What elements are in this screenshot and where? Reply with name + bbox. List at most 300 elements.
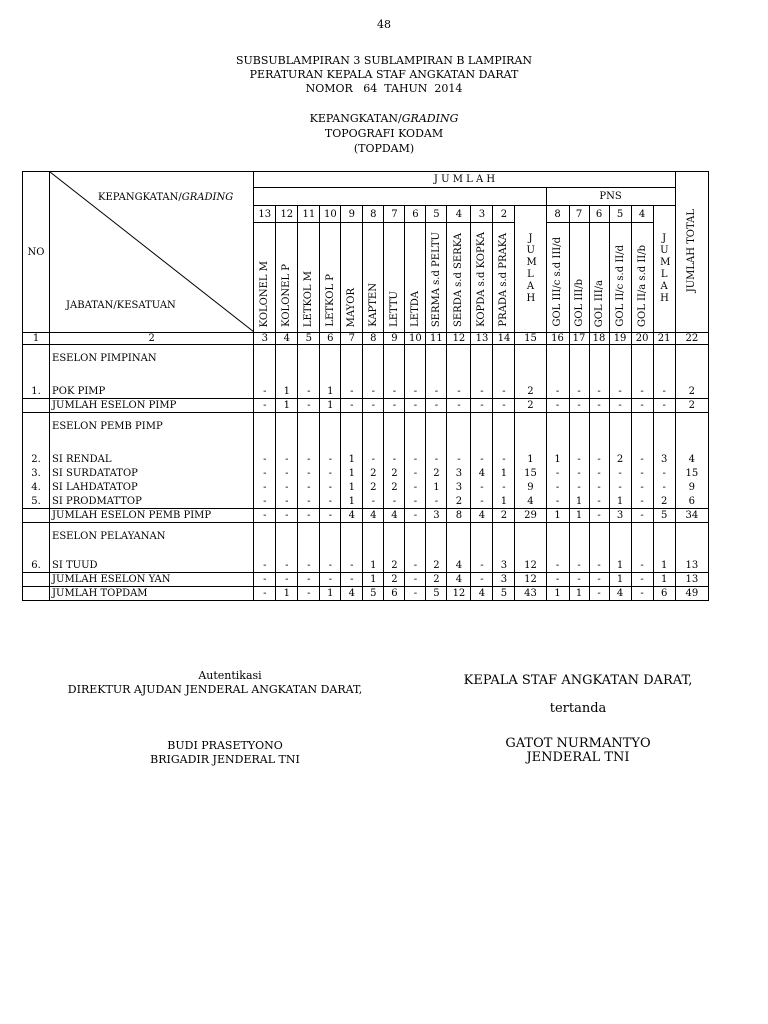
value-cell: 1 (276, 399, 298, 413)
row-label-cell: SI LAHDATATOP (50, 481, 254, 495)
value-cell: - (546, 495, 569, 509)
value-cell: - (426, 385, 447, 399)
grading-table (22, 171, 709, 601)
data-row (23, 467, 709, 481)
value-cell: - (631, 467, 653, 481)
value-cell: - (471, 495, 493, 509)
rank-label: KAPTEN (367, 283, 379, 327)
value-cell: - (405, 453, 426, 467)
rank-header-cell (384, 223, 405, 333)
diagonal-header-cell (50, 172, 254, 333)
title-grading: GRADING (401, 112, 459, 125)
value-cell: 1 (363, 573, 384, 587)
rank-label: SERDA s.d SERKA (453, 233, 465, 327)
empty-cell (589, 345, 609, 385)
header-line-2: PERATURAN KEPALA STAF ANGKATAN DARAT (249, 68, 519, 81)
rank-header-cell (447, 223, 471, 333)
value-cell: 1 (653, 559, 675, 573)
value-cell: 5 (493, 587, 515, 601)
empty-cell (569, 345, 589, 385)
data-row (23, 453, 709, 467)
value-cell: - (276, 467, 298, 481)
value-cell: 2 (363, 467, 384, 481)
signatory-rank: JENDERAL TNI (526, 750, 630, 765)
row-label-cell: SI TUUD (50, 559, 254, 573)
rank-header-cell (254, 223, 276, 333)
rank-label: LETKOL M (303, 270, 315, 327)
jumlah-header: J U M L A H (254, 172, 675, 188)
value-cell: - (254, 467, 276, 481)
row-number-cell (23, 573, 50, 587)
tni-blank-header (254, 188, 546, 206)
value-cell: - (493, 399, 515, 413)
section-title-cell: ESELON PIMPINAN (50, 345, 254, 385)
value-cell: - (569, 467, 589, 481)
grade-number-cell: 5 (426, 206, 447, 223)
value-cell: - (254, 495, 276, 509)
value-cell: - (631, 495, 653, 509)
value-cell: - (298, 481, 320, 495)
empty-cell (589, 523, 609, 559)
auth-rank: BRIGADIR JENDERAL TNI (150, 753, 300, 766)
jumlah-tni-label: J U M L A H (526, 233, 537, 304)
value-cell: - (341, 399, 363, 413)
value-cell: - (653, 481, 675, 495)
row-label-cell: JUMLAH ESELON YAN (50, 573, 254, 587)
rank-header-cell (363, 223, 384, 333)
value-cell: - (631, 481, 653, 495)
grade-number-cell: 4 (447, 206, 471, 223)
value-cell: - (363, 385, 384, 399)
empty-cell (384, 413, 405, 453)
pns-rank-label: GOL III/b (573, 279, 585, 327)
empty-cell (515, 413, 546, 453)
value-cell: 3 (447, 481, 471, 495)
value-cell: - (276, 559, 298, 573)
value-cell: - (609, 385, 631, 399)
column-number-cell: 3 (254, 333, 276, 345)
column-number-cell: 8 (363, 333, 384, 345)
row-label-cell: SI RENDAL (50, 453, 254, 467)
title-line-3: (TOPDAM) (353, 142, 415, 155)
value-cell: 2 (426, 573, 447, 587)
value-cell: - (569, 559, 589, 573)
empty-cell (675, 523, 708, 559)
column-number-cell: 6 (320, 333, 341, 345)
pns-rank-header-cell (546, 223, 569, 333)
pns-rank-header-cell (569, 223, 589, 333)
value-cell: 6 (675, 495, 708, 509)
row-number-cell: 2. (23, 453, 50, 467)
value-cell: 29 (515, 509, 546, 523)
value-cell: - (589, 453, 609, 467)
value-cell: - (254, 509, 276, 523)
row-label-cell: POK PIMP (50, 385, 254, 399)
column-number-cell: 22 (675, 333, 708, 345)
value-cell: - (320, 559, 341, 573)
header-line-3: NOMOR 64 TAHUN 2014 (305, 82, 463, 95)
column-number-cell: 19 (609, 333, 631, 345)
title-kepangkatan: KEPANGKATAN/ (309, 112, 402, 125)
empty-cell (298, 413, 320, 453)
value-cell: - (426, 453, 447, 467)
grade-number-cell: 13 (254, 206, 276, 223)
value-cell: 3 (609, 509, 631, 523)
value-cell: 1 (569, 509, 589, 523)
row-number-cell (23, 413, 50, 453)
value-cell: 4 (515, 495, 546, 509)
value-cell: - (653, 467, 675, 481)
value-cell: 4 (341, 587, 363, 601)
value-cell: - (298, 587, 320, 601)
empty-cell (447, 413, 471, 453)
value-cell: - (546, 573, 569, 587)
rank-label: LETTU (388, 291, 400, 327)
row-number-cell (23, 509, 50, 523)
value-cell: 1 (276, 587, 298, 601)
empty-cell (298, 345, 320, 385)
value-cell: 4 (609, 587, 631, 601)
value-cell: - (298, 509, 320, 523)
value-cell: - (254, 559, 276, 573)
value-cell: 43 (515, 587, 546, 601)
value-cell: - (320, 467, 341, 481)
value-cell: - (363, 495, 384, 509)
value-cell: - (569, 453, 589, 467)
value-cell: - (631, 399, 653, 413)
value-cell: 2 (384, 559, 405, 573)
value-cell: 6 (384, 587, 405, 601)
value-cell: - (276, 481, 298, 495)
empty-cell (384, 345, 405, 385)
column-number-cell: 11 (426, 333, 447, 345)
rank-label: PRADA s.d PRAKA (498, 233, 510, 327)
section-header-row (23, 413, 709, 453)
value-cell: - (471, 453, 493, 467)
empty-cell (546, 413, 569, 453)
rank-header-cell (298, 223, 320, 333)
value-cell: - (546, 481, 569, 495)
empty-cell (341, 345, 363, 385)
value-cell: - (384, 385, 405, 399)
value-cell: - (631, 573, 653, 587)
value-cell: - (631, 559, 653, 573)
value-cell: 1 (341, 495, 363, 509)
value-cell: - (384, 399, 405, 413)
jumlah-total-label: JUMLAH TOTAL (686, 208, 698, 293)
value-cell: - (320, 453, 341, 467)
value-cell: - (631, 587, 653, 601)
empty-cell (426, 345, 447, 385)
value-cell: 34 (675, 509, 708, 523)
empty-cell (609, 345, 631, 385)
value-cell: - (254, 573, 276, 587)
grade-number-cell: 9 (341, 206, 363, 223)
value-cell: 4 (471, 587, 493, 601)
rank-label: LETKOL P (324, 274, 336, 327)
value-cell: 1 (546, 509, 569, 523)
empty-cell (471, 523, 493, 559)
empty-cell (471, 413, 493, 453)
column-number-cell: 1 (23, 333, 50, 345)
pns-rank-label: GOL II/a s.d II/b (636, 245, 648, 327)
value-cell: 1 (341, 481, 363, 495)
value-cell: - (589, 481, 609, 495)
rank-header-cell (341, 223, 363, 333)
value-cell: 3 (493, 559, 515, 573)
value-cell: - (276, 573, 298, 587)
value-cell: 1 (569, 587, 589, 601)
empty-cell (493, 413, 515, 453)
value-cell: - (589, 467, 609, 481)
value-cell: 4 (447, 559, 471, 573)
value-cell: 5 (363, 587, 384, 601)
value-cell: 5 (653, 509, 675, 523)
value-cell: 2 (426, 559, 447, 573)
row-number-cell: 6. (23, 559, 50, 573)
value-cell: 49 (675, 587, 708, 601)
value-cell: 1 (341, 453, 363, 467)
value-cell: 5 (426, 587, 447, 601)
value-cell: - (609, 467, 631, 481)
column-number-cell: 7 (341, 333, 363, 345)
grand-total-row (23, 587, 709, 601)
pns-number-cell: 7 (569, 206, 589, 223)
empty-cell (341, 413, 363, 453)
value-cell: - (493, 385, 515, 399)
value-cell: - (609, 481, 631, 495)
pns-rank-label: GOL III/c s.d III/d (552, 237, 563, 327)
value-cell: 1 (546, 587, 569, 601)
empty-cell (675, 413, 708, 453)
empty-cell (320, 413, 341, 453)
value-cell: - (471, 399, 493, 413)
rank-label: KOLONEL P (281, 264, 293, 327)
value-cell: 12 (515, 573, 546, 587)
value-cell: 2 (675, 399, 708, 413)
data-row (23, 385, 709, 399)
rank-label: KOPDA s.d KOPKA (476, 232, 488, 327)
rank-label: KOLONEL M (259, 260, 271, 327)
subtotal-row (23, 399, 709, 413)
empty-cell (609, 523, 631, 559)
data-row (23, 495, 709, 509)
jumlah-pns-label: J U M L A H (660, 233, 671, 304)
value-cell: - (405, 467, 426, 481)
value-cell: 2 (447, 495, 471, 509)
value-cell: - (569, 399, 589, 413)
value-cell: 2 (653, 495, 675, 509)
value-cell: - (589, 587, 609, 601)
value-cell: - (320, 573, 341, 587)
value-cell: 3 (653, 453, 675, 467)
value-cell: - (384, 495, 405, 509)
value-cell: 9 (675, 481, 708, 495)
empty-cell (276, 413, 298, 453)
signatory-status: tertanda (549, 701, 607, 716)
value-cell: 1 (320, 385, 341, 399)
value-cell: 2 (515, 399, 546, 413)
title-line-2: TOPOGRAFI KODAM (324, 127, 444, 140)
row-label-cell: JUMLAH ESELON PIMP (50, 399, 254, 413)
grade-number-cell: 12 (276, 206, 298, 223)
value-cell: - (405, 495, 426, 509)
value-cell: - (471, 481, 493, 495)
value-cell: - (320, 495, 341, 509)
value-cell: 4 (675, 453, 708, 467)
value-cell: 1 (609, 495, 631, 509)
row-number-cell: 1. (23, 385, 50, 399)
value-cell: - (298, 559, 320, 573)
value-cell: 2 (426, 467, 447, 481)
empty-cell (447, 523, 471, 559)
value-cell: 12 (515, 559, 546, 573)
row-label-cell: JUMLAH TOPDAM (50, 587, 254, 601)
value-cell: - (298, 467, 320, 481)
value-cell: 12 (447, 587, 471, 601)
value-cell: - (631, 453, 653, 467)
value-cell: - (426, 495, 447, 509)
value-cell: - (405, 509, 426, 523)
empty-cell (254, 523, 276, 559)
value-cell: - (341, 573, 363, 587)
row-number-cell (23, 587, 50, 601)
subtotal-row (23, 573, 709, 587)
value-cell: 4 (447, 573, 471, 587)
pns-rank-header-cell (609, 223, 631, 333)
value-cell: - (569, 573, 589, 587)
value-cell: 4 (363, 509, 384, 523)
value-cell: 2 (384, 573, 405, 587)
column-number-cell: 14 (493, 333, 515, 345)
value-cell: - (254, 481, 276, 495)
value-cell: - (276, 495, 298, 509)
pns-number-cell: 5 (609, 206, 631, 223)
value-cell: - (254, 453, 276, 467)
value-cell: 1 (515, 453, 546, 467)
value-cell: - (546, 399, 569, 413)
value-cell: - (298, 573, 320, 587)
value-cell: 1 (609, 573, 631, 587)
row-number-cell: 4. (23, 481, 50, 495)
value-cell: 1 (363, 559, 384, 573)
value-cell: - (298, 399, 320, 413)
column-number-cell: 12 (447, 333, 471, 345)
column-number-cell: 5 (298, 333, 320, 345)
value-cell: 3 (493, 573, 515, 587)
column-number-cell: 15 (515, 333, 546, 345)
empty-cell (405, 413, 426, 453)
empty-cell (631, 345, 653, 385)
signatory-title: KEPALA STAF ANGKATAN DARAT, (463, 673, 693, 688)
rank-label: LETDA (409, 291, 421, 327)
value-cell: - (653, 399, 675, 413)
value-cell: - (471, 573, 493, 587)
value-cell: - (426, 399, 447, 413)
kepangkatan-grading-label (98, 192, 233, 203)
value-cell: - (471, 559, 493, 573)
row-number-cell: 3. (23, 467, 50, 481)
column-number-cell: 4 (276, 333, 298, 345)
value-cell: 4 (384, 509, 405, 523)
grade-number-cell: 10 (320, 206, 341, 223)
value-cell: - (493, 481, 515, 495)
page-number: 48 (377, 18, 391, 31)
value-cell: - (405, 559, 426, 573)
empty-cell (653, 345, 675, 385)
empty-cell (653, 523, 675, 559)
empty-cell (426, 413, 447, 453)
value-cell: 1 (320, 587, 341, 601)
empty-cell (447, 345, 471, 385)
row-label-cell: JUMLAH ESELON PEMB PIMP (50, 509, 254, 523)
value-cell: 3 (426, 509, 447, 523)
rank-label: MAYOR (346, 287, 358, 327)
value-cell: - (631, 385, 653, 399)
value-cell: - (254, 399, 276, 413)
jabatan-header: JABATAN/KESATUAN (66, 300, 176, 311)
empty-cell (493, 345, 515, 385)
data-row (23, 559, 709, 573)
empty-cell (384, 523, 405, 559)
value-cell: - (405, 399, 426, 413)
value-cell: - (276, 509, 298, 523)
value-cell: - (653, 385, 675, 399)
value-cell: - (298, 385, 320, 399)
no-header: NO (23, 172, 50, 333)
value-cell: 6 (653, 587, 675, 601)
auth-label: Autentikasi (198, 669, 262, 682)
column-number-row (23, 333, 709, 345)
title-line-1 (0, 111, 768, 126)
value-cell: 1 (341, 467, 363, 481)
empty-cell (320, 345, 341, 385)
grade-number-cell: 8 (363, 206, 384, 223)
rank-header-cell (493, 223, 515, 333)
column-number-cell: 9 (384, 333, 405, 345)
empty-cell (254, 345, 276, 385)
empty-cell (363, 413, 384, 453)
value-cell: - (405, 385, 426, 399)
empty-cell (569, 523, 589, 559)
empty-cell (631, 523, 653, 559)
empty-cell (493, 523, 515, 559)
value-cell: - (447, 385, 471, 399)
value-cell: - (493, 453, 515, 467)
grade-number-cell: 3 (471, 206, 493, 223)
value-cell: 1 (276, 385, 298, 399)
pns-number-cell: 4 (631, 206, 653, 223)
empty-cell (405, 523, 426, 559)
row-number-cell (23, 523, 50, 559)
column-number-cell: 21 (653, 333, 675, 345)
grade-number-cell: 2 (493, 206, 515, 223)
value-cell: - (447, 453, 471, 467)
pns-number-cell: 8 (546, 206, 569, 223)
empty-cell (426, 523, 447, 559)
value-cell: - (363, 399, 384, 413)
empty-cell (276, 523, 298, 559)
value-cell: 1 (546, 453, 569, 467)
column-number-cell: 18 (589, 333, 609, 345)
row-label-cell: SI PRODMATTOP (50, 495, 254, 509)
grading-label: GRADING (181, 192, 234, 203)
value-cell: 4 (341, 509, 363, 523)
auth-name: BUDI PRASETYONO (167, 739, 283, 752)
row-number-cell (23, 399, 50, 413)
value-cell: - (405, 587, 426, 601)
pns-rank-header-cell (589, 223, 609, 333)
